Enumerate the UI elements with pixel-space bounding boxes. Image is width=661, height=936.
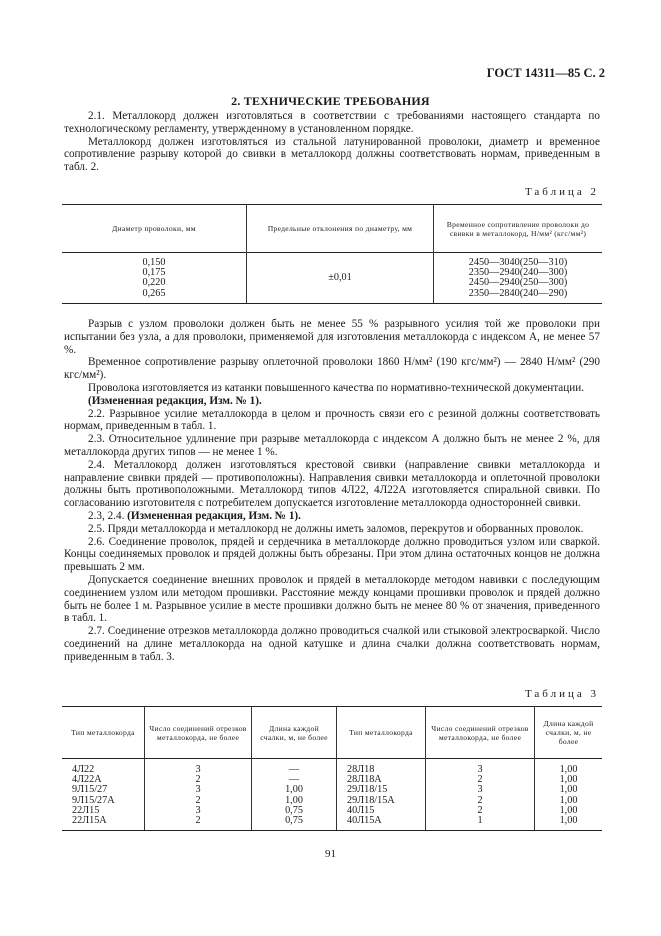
table-2-header-diameter: Диаметр проволоки, мм (62, 205, 247, 253)
amendment-note-1: (Измененная редакция, Изм. № 1). (88, 394, 262, 407)
table-row: 9Л15/27А (72, 794, 115, 806)
table-row: 3 (477, 764, 483, 775)
table-row: 28Л18 (347, 764, 375, 775)
table-row: 2350—2840(240—290) (468, 287, 568, 299)
table-3-counts-right (426, 759, 535, 831)
paragraph-wire-rod: Проволока изготовляется из катанки повышенного качества по нормативно-технической документации. (88, 381, 585, 394)
table-3-header-length-left: Длина каждой счалки, м, не более (252, 707, 337, 759)
table-3-header-length-right: Длина каждой счалки, м, не более (535, 707, 603, 759)
table-row: 22Л15А (72, 815, 107, 827)
table-3 (62, 706, 602, 831)
table-2-strength-cell (434, 253, 603, 304)
paragraph-break-strength: Разрыв с узлом проволоки должен быть не менее 55 % разрывного усилия той же проволоки при испытании без узла, а для проволоки, применяемой для изготовления металлокорда с индексом А, не менее 57 %. (64, 318, 600, 356)
table-row: 29Л18/15А (347, 794, 395, 806)
table-3-lengths-right (535, 759, 603, 831)
table-row: 3 (195, 764, 201, 775)
table-row: 1,00 (559, 815, 578, 827)
table-row: 1,00 (559, 764, 578, 775)
paragraph-2-6-b: Допускается соединение внешних проволок и прядей в металлокорде методом навивки с последующим соединением узлом или методом прошивки. Расстояние между концами прошивки проволок и прядей должно быть не более 1 м. Разрывное усилие в месте прошивки должно быть не менее 80 % от значения, приведенного в табл. 1. (64, 573, 600, 625)
paragraph-2-5: 2.5. Пряди металлокорда и металлокорд не должны иметь заломов, перекрутов и оборванных проволок. (88, 522, 584, 535)
table-2 (62, 204, 602, 304)
table-row: 1,00 (559, 784, 578, 796)
table-row: 2450—2940(250—300) (468, 277, 568, 289)
amendment-note-2: 2.3, 2.4. (Измененная редакция, Изм. № 1). (88, 509, 301, 522)
table-3-caption: Таблица 3 (524, 688, 599, 700)
table-3-counts-left (145, 759, 252, 831)
document-reference: ГОСТ 14311—85 С. 2 (486, 66, 605, 80)
table-row: 40Л15 (347, 804, 375, 816)
table-3-header-count-left: Число соединений отрезков металлокорда, не более (145, 707, 252, 759)
table-row: 0,75 (285, 804, 303, 816)
table-row: 2 (477, 774, 483, 786)
table-3-header-type-right: Тип металлокорда (337, 707, 426, 759)
main-text-block (64, 318, 600, 664)
table-row: 2350—2940(240—300) (468, 267, 568, 279)
table-row: 9Л15/27 (72, 784, 108, 796)
paragraph-2-6: 2.6. Соединение проволок, прядей и сердечника в металлокорде должно проводиться узлом или сваркой. Концы соединяемых проволок и прядей должны быть обрезаны. При этом длина остаточных концов не должна превышать 2 мм. (64, 535, 600, 574)
table-row: 4Л22А (72, 774, 102, 786)
table-2-caption: Таблица 2 (524, 186, 599, 198)
table-row: 28Л18А (347, 774, 382, 786)
table-row: 2 (195, 815, 201, 827)
table-row: 2450—3040(250—310) (468, 257, 568, 268)
table-row: 2 (195, 774, 201, 786)
paragraph-2-1: 2.1. Металлокорд должен изготовляться в соответствии с требованиями настоящего стандарта по технологическому регламенту, утвержденному в установленном порядке. (64, 110, 600, 135)
table-row: 1,00 (559, 794, 578, 806)
table-row: 29Л18/15 (347, 784, 388, 796)
paragraph-2-3: 2.3. Относительное удлинение при разрыве металлокорда с индексом А должно быть не менее 2 %, для металлокорда других типов — не менее 1 %. (64, 433, 600, 458)
table-3-types-left (62, 759, 145, 831)
table-row: 2 (477, 794, 483, 806)
table-row: 1,00 (285, 784, 303, 796)
table-row: — (288, 764, 300, 775)
paragraph-braid-wire: Временное сопротивление разрыву оплеточной проволоки 1860 Н/мм² (190 кгс/мм²) — 2840 Н/мм² (290 кгс/мм²). (64, 356, 600, 382)
table-3-header-count-right: Число соединений отрезков металлокорда, не более (426, 707, 535, 759)
table-row: 40Л15А (347, 815, 382, 827)
table-3-lengths-left (252, 759, 337, 831)
paragraph-2-1-b: Металлокорд должен изготовляться из стальной латунированной проволоки, диаметр и временное сопротивление разрыву которой до свивки в металлокорд должны соответствовать нормам, приведенным в табл. 2. (64, 135, 600, 174)
intro-text-block (64, 110, 600, 174)
table-row: 0,265 (142, 287, 166, 299)
table-row: 4Л22 (72, 764, 95, 775)
page-number: 91 (325, 848, 336, 860)
table-row: 3 (195, 784, 201, 796)
table-row: 1,00 (559, 804, 578, 816)
table-row: 22Л15 (72, 804, 100, 816)
table-row: — (288, 774, 300, 786)
table-3-types-right (337, 759, 426, 831)
table-row: 0,150 (142, 257, 166, 268)
table-row: 2 (477, 804, 483, 816)
table-2-header-strength: Временное сопротивление проволоки до свивки в металлокорд, Н/мм² (кгс/мм²) (434, 205, 603, 253)
table-2-header-deviation: Предельные отклонения по диаметру, мм (247, 205, 434, 253)
table-row: 0,220 (142, 277, 166, 289)
table-row: 1,00 (285, 794, 303, 806)
table-2-diameter-cell (62, 253, 247, 304)
table-row: 1,00 (559, 774, 578, 786)
table-row: 3 (195, 804, 201, 816)
paragraph-2-4: 2.4. Металлокорд должен изготовляться крестовой свивки (направление свивки металлокорда и направление свивки прядей — противоположны). Направления свивки металлокорда и оплеточной проволоки должны быть противоположными. Металлокорд типов 4Л22, 4Л22А изготовляется спиральной свивки. По согласованию изготовителя с потребителем допускается изготовление металлокорда односторонней свивки. (64, 458, 600, 510)
paragraph-2-2: 2.2. Разрывное усилие металлокорда в целом и прочность связи его с резиной должны соответствовать нормам, приведенным в табл. 1. (64, 407, 600, 433)
section-title: 2. ТЕХНИЧЕСКИЕ ТРЕБОВАНИЯ (231, 94, 430, 108)
table-row: 2 (195, 794, 201, 806)
table-row: 0,175 (142, 267, 166, 279)
table-row: 1 (477, 815, 483, 827)
table-2-deviation-cell: ±0,01 (247, 253, 434, 304)
table-row: 3 (477, 784, 483, 796)
table-3-header-type-left: Тип металлокорда (62, 707, 145, 759)
paragraph-2-7: 2.7. Соединение отрезков металлокорда должно проводиться счалкой или стыковой электросваркой. Число соединений на длине металлокорда на одной катушке и длина счалки должна соответствовать нормам, приведенным в табл. 3. (64, 625, 600, 663)
table-row: 0,75 (285, 815, 303, 827)
